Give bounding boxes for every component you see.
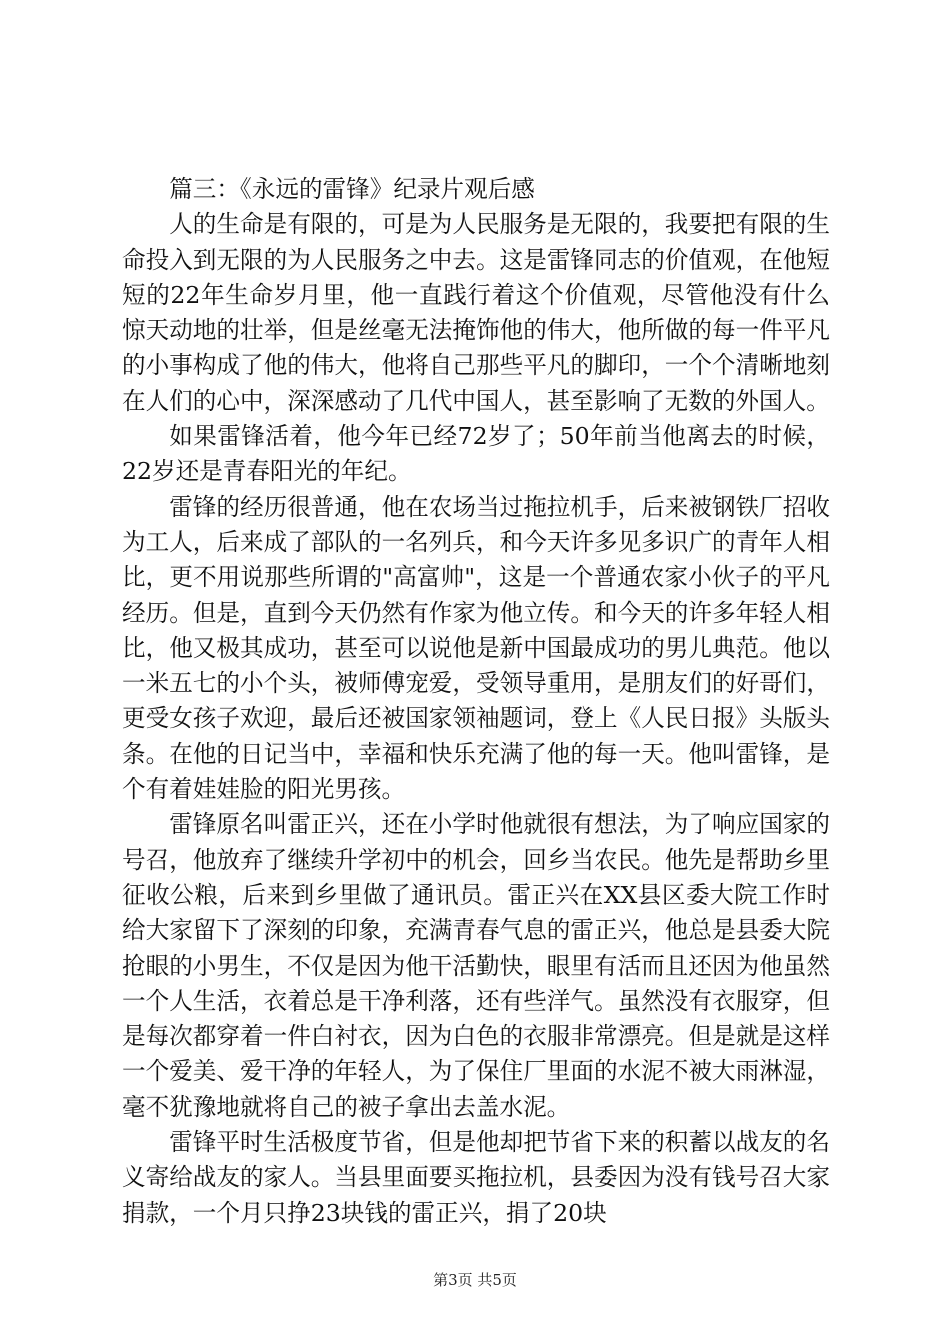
paragraph-3: 雷锋的经历很普通，他在农场当过拖拉机手，后来被钢铁厂招收为工人，后来成了部队的一名列兵，和今天许多见多识广的青年人相比，更不用说那些所谓的"高富帅"，这是一个普通农家小伙子的平凡经历。但是，直到今天仍然有作家为他立传。和今天的许多年轻人相比，他又极其成功，甚至可以说他是新中国最成功的男儿典范。他以一米五七的小个头，被师傅宠爱，受领导重用，是朋友们的好哥们，更受女孩子欢迎，最后还被国家领袖题词，登上《人民日报》头版头条。在他的日记当中，幸福和快乐充满了他的每一天。他叫雷锋，是个有着娃娃脸的阳光男孩。 [122, 492, 830, 804]
paragraph-1: 人的生命是有限的，可是为人民服务是无限的，我要把有限的生命投入到无限的为人民服务之中去。这是雷锋同志的价值观，在他短短的22年生命岁月里，他一直践行着这个价值观，尽管他没有什么惊天动地的壮举，但是丝毫无法掩饰他的伟大，他所做的每一件平凡的小事构成了他的伟大，他将自己那些平凡的脚印，一个个清晰地刻在人们的心中，深深感动了几代中国人，甚至影响了无数的外国人。 [122, 210, 830, 415]
page-number-footer: 第3页 共5页 [433, 1271, 517, 1289]
paragraph-2: 如果雷锋活着，他今年已经72岁了；50年前当他离去的时候，22岁还是青春阳光的年纪。 [122, 422, 830, 486]
paragraph-5: 雷锋平时生活极度节省，但是他却把节省下来的积蓄以战友的名义寄给战友的家人。当县里面要买拖拉机，县委因为没有钱号召大家捐款，一个月只挣23块钱的雷正兴，捐了20块 [122, 1128, 830, 1227]
section-heading: 篇三：《永远的雷锋》纪录片观后感 [169, 175, 535, 203]
document-body [122, 172, 830, 1231]
paragraph-4: 雷锋原名叫雷正兴，还在小学时他就很有想法，为了响应国家的号召，他放弃了继续升学初中的机会，回乡当农民。他先是帮助乡里征收公粮，后来到乡里做了通讯员。雷正兴在XX县区委大院工作时给大家留下了深刻的印象，充满青春气息的雷正兴，他总是县委大院抢眼的小男生，不仅是因为他干活勤快，眼里有活而且还因为他虽然一个人生活，衣着总是干净利落，还有些洋气。虽然没有衣服穿，但是每次都穿着一件白衬衣，因为白色的衣服非常漂亮。但是就是这样一个爱美、爱干净的年轻人，为了保住厂里面的水泥不被大雨淋湿，毫不犹豫地就将自己的被子拿出去盖水泥。 [122, 810, 830, 1121]
